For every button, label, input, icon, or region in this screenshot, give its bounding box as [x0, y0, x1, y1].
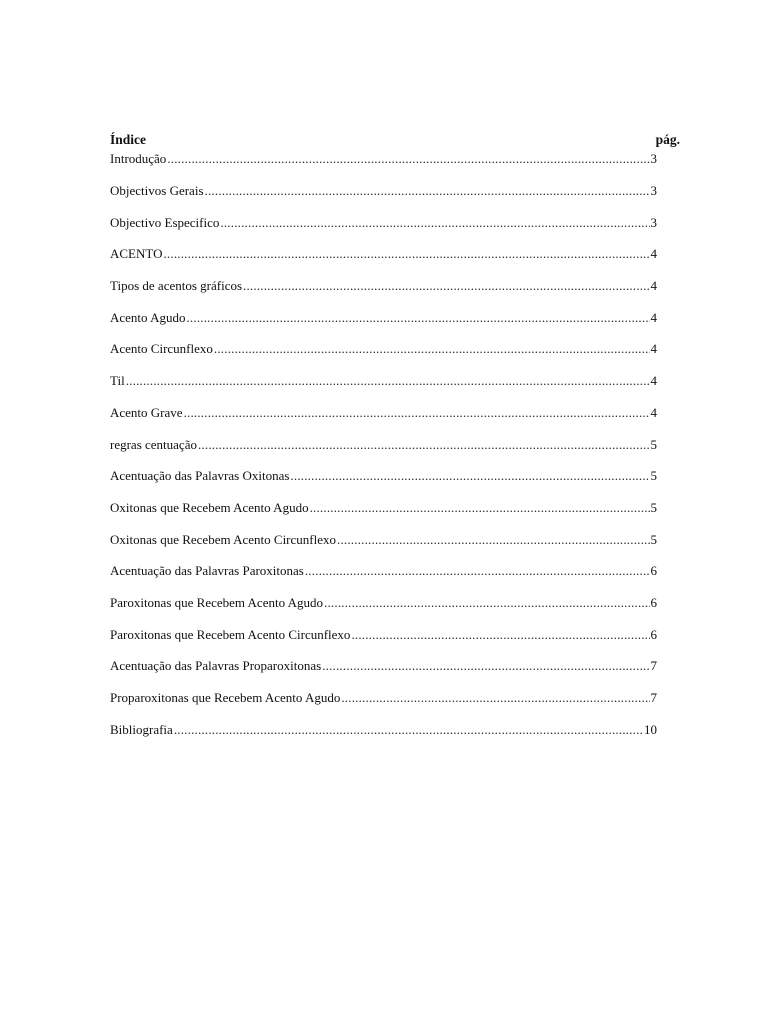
toc-leader-dots: [324, 594, 649, 612]
toc-entry-title: Oxitonas que Recebem Acento Circunflexo: [110, 531, 336, 547]
toc-entry-title: Acento Circunflexo: [110, 341, 213, 357]
toc-leader-dots: [126, 372, 650, 390]
toc-entry-page: 5: [650, 499, 657, 515]
toc-entry-page: 7: [650, 690, 657, 705]
toc-entry-objectivos-gerais[interactable]: [110, 182, 657, 200]
toc-entry-paroxitonas-circunflexo[interactable]: [110, 626, 657, 644]
toc-entry-title: Paroxitonas que Recebem Acento Circunflexo: [110, 626, 351, 642]
toc-entry-acento-agudo[interactable]: [110, 309, 657, 327]
toc-entry-acento-grave[interactable]: [110, 404, 657, 422]
toc-entry-title: Acento Agudo: [110, 309, 186, 325]
toc-entry-acentuacao-paroxitonas[interactable]: [110, 562, 657, 580]
toc-list: [110, 150, 657, 752]
toc-entry-title: Bibliografia: [110, 721, 173, 737]
toc-leader-dots: [337, 531, 650, 549]
toc-entry-proparoxitonas-agudo[interactable]: [110, 689, 657, 707]
toc-entry-title: Acento Grave: [110, 404, 183, 420]
toc-entry-title: Acentuação das Palavras Paroxitonas: [110, 563, 304, 579]
toc-entry-page: 7: [650, 658, 657, 674]
toc-entry-title: Oxitonas que Recebem Acento Agudo: [110, 499, 309, 515]
toc-entry-page: 6: [650, 594, 657, 610]
toc-entry-page: 4: [650, 373, 657, 389]
toc-entry-page: 5: [650, 436, 657, 452]
toc-entry-title: ACENTO: [110, 246, 163, 262]
toc-title: Índice: [110, 132, 147, 147]
toc-entry-oxitonas-circunflexo[interactable]: [110, 531, 657, 549]
toc-leader-dots: [290, 467, 649, 485]
toc-leader-dots: [341, 689, 649, 707]
toc-entry-acentuacao-proparoxitonas[interactable]: [110, 657, 657, 675]
toc-entry-page: 3: [650, 183, 657, 198]
toc-entry-til[interactable]: [110, 372, 657, 390]
toc-entry-title: Objectivos Gerais: [110, 183, 204, 198]
toc-entry-regras-centuacao[interactable]: [110, 436, 657, 454]
toc-entry-acentuacao-oxitonas[interactable]: [110, 467, 657, 485]
toc-entry-title: Proparoxitonas que Recebem Acento Agudo: [110, 690, 341, 705]
toc-entry-paroxitonas-agudo[interactable]: [110, 594, 657, 612]
toc-entry-page: 4: [650, 309, 657, 325]
toc-entry-tipos-de-acentos[interactable]: [110, 277, 657, 295]
toc-leader-dots: [310, 499, 650, 517]
toc-entry-page: 4: [650, 404, 657, 420]
toc-entry-page: 4: [650, 278, 657, 294]
toc-leader-dots: [184, 404, 650, 422]
toc-entry-title: Acentuação das Palavras Oxitonas: [110, 468, 290, 484]
toc-entry-title: regras centuação: [110, 436, 197, 452]
toc-entry-page: 4: [650, 341, 657, 357]
toc-entry-introducao[interactable]: [110, 150, 657, 168]
toc-entry-page: 6: [650, 563, 657, 579]
toc-leader-dots: [205, 182, 650, 200]
toc-leader-dots: [198, 436, 650, 454]
toc-entry-title: Acentuação das Palavras Proparoxitonas: [110, 658, 322, 674]
toc-entry-title: Introdução: [110, 151, 167, 166]
toc-entry-page: 3: [650, 214, 657, 230]
toc-entry-page: 3: [650, 151, 657, 166]
toc-entry-page: 5: [650, 531, 657, 547]
toc-entry-title: Til: [110, 373, 125, 389]
toc-entry-oxitonas-agudo[interactable]: [110, 499, 657, 517]
toc-leader-dots: [220, 214, 649, 232]
toc-entry-acento[interactable]: [110, 245, 657, 263]
toc-leader-dots: [305, 562, 650, 580]
toc-entry-bibliografia[interactable]: [110, 721, 657, 739]
toc-entry-page: 4: [650, 246, 657, 262]
toc-entry-page: 10: [644, 721, 657, 737]
toc-entry-title: Paroxitonas que Recebem Acento Agudo: [110, 594, 324, 610]
toc-entry-title: Objectivo Especifico: [110, 214, 220, 230]
toc-leader-dots: [214, 340, 650, 358]
toc-entry-acento-circunflexo[interactable]: [110, 340, 657, 358]
toc-leader-dots: [167, 150, 649, 168]
toc-leader-dots: [174, 721, 643, 739]
toc-entry-page: 6: [650, 626, 657, 642]
toc-entry-objectivo-especifico[interactable]: [110, 214, 657, 232]
toc-leader-dots: [322, 657, 649, 675]
toc-entry-page: 5: [650, 468, 657, 484]
toc-entry-title: Tipos de acentos gráficos: [110, 278, 243, 294]
toc-page-label: pág.: [655, 132, 680, 147]
toc-header: [110, 132, 680, 150]
toc-leader-dots: [186, 309, 649, 327]
toc-leader-dots: [243, 277, 649, 295]
toc-leader-dots: [163, 245, 649, 263]
toc-leader-dots: [351, 626, 649, 644]
